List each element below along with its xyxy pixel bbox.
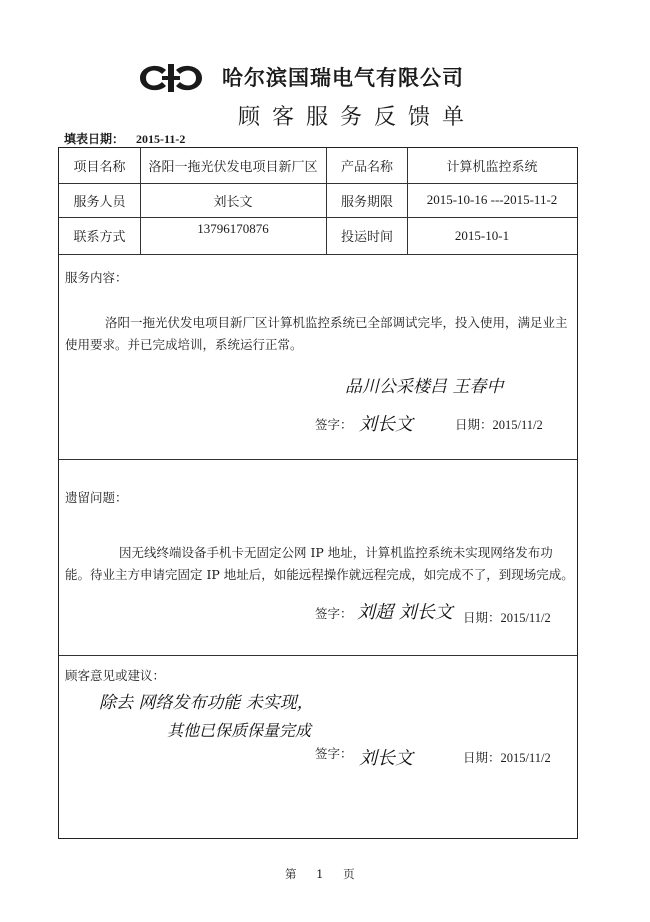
service-date-label: 日期：: [455, 417, 493, 432]
service-date-value: 2015/11/2: [492, 418, 543, 432]
service-label: 服务内容：: [65, 270, 128, 285]
service-line-1: 洛阳一拖光伏发电项目新厂区计算机监控系统已全部调试完毕，投入使用，满足业主: [105, 315, 568, 330]
fill-date: [64, 130, 185, 147]
commission-value: 2015-10-1: [454, 227, 510, 243]
contact-label: 联系方式: [73, 230, 126, 245]
page-number: 第 1 页: [285, 867, 363, 881]
service-signature: 刘长文: [359, 414, 413, 435]
service-date: [455, 415, 543, 433]
issues-sign-label: 签字：: [315, 606, 353, 621]
fill-date-label: 填表日期：: [64, 132, 125, 146]
project-label: 项目名称: [73, 160, 126, 175]
feedback-date-label: 日期：: [463, 750, 501, 765]
period-value: 2015-10-16 ---2015-11-2: [426, 192, 558, 207]
service-sign-label: 签字：: [315, 417, 353, 432]
feedback-handwritten-line-1: 除去 网络发布功能 未实现，: [99, 693, 314, 713]
staff-value: 刘长文: [213, 194, 253, 210]
staff-label: 服务人员: [73, 194, 126, 210]
project-value: 洛阳一拖光伏发电项目新厂区: [148, 160, 318, 175]
commission-label: 投运时间: [340, 230, 393, 245]
feedback-date-value: 2015/11/2: [500, 751, 551, 765]
product-label: 产品名称: [340, 160, 393, 175]
issues-date-label: 日期：: [463, 610, 501, 625]
product-value: 计算机监控系统: [446, 160, 538, 175]
feedback-sign-label: 签字：: [315, 746, 353, 761]
feedback-date: [463, 748, 551, 766]
issues-label: 遗留问题：: [65, 490, 128, 505]
company-logo-icon: [136, 60, 206, 96]
feedback-label: 顾客意见或建议：: [65, 668, 166, 683]
document-title: 顾客服务反馈单: [238, 105, 477, 130]
service-line-2: 使用要求。并已完成培训，系统运行正常。: [65, 337, 303, 352]
issues-line-1: 因无线终端设备手机卡无固定公网 IP 地址，计算机监控系统未实现网络发布功: [119, 545, 553, 560]
feedback-form: [58, 147, 578, 839]
period-label: 服务期限: [340, 194, 393, 210]
contact-value: 13796170876: [197, 221, 269, 236]
feedback-signature: 刘长文: [359, 748, 413, 769]
issues-date: [463, 608, 551, 626]
service-handwritten-note: 品川公采楼吕 王春中: [345, 377, 504, 397]
issues-signature: 刘超 刘长文: [357, 602, 453, 623]
fill-date-value: 2015-11-2: [136, 132, 186, 146]
company-name: 哈尔滨国瑞电气有限公司: [222, 66, 464, 90]
feedback-handwritten-line-2: 其他已保质保量完成: [167, 721, 312, 740]
issues-date-value: 2015/11/2: [500, 611, 551, 625]
issues-line-2: 能。待业主方申请完固定 IP 地址后，如能远程操作就远程完成，如完成不了，到现场完成。: [65, 567, 574, 582]
